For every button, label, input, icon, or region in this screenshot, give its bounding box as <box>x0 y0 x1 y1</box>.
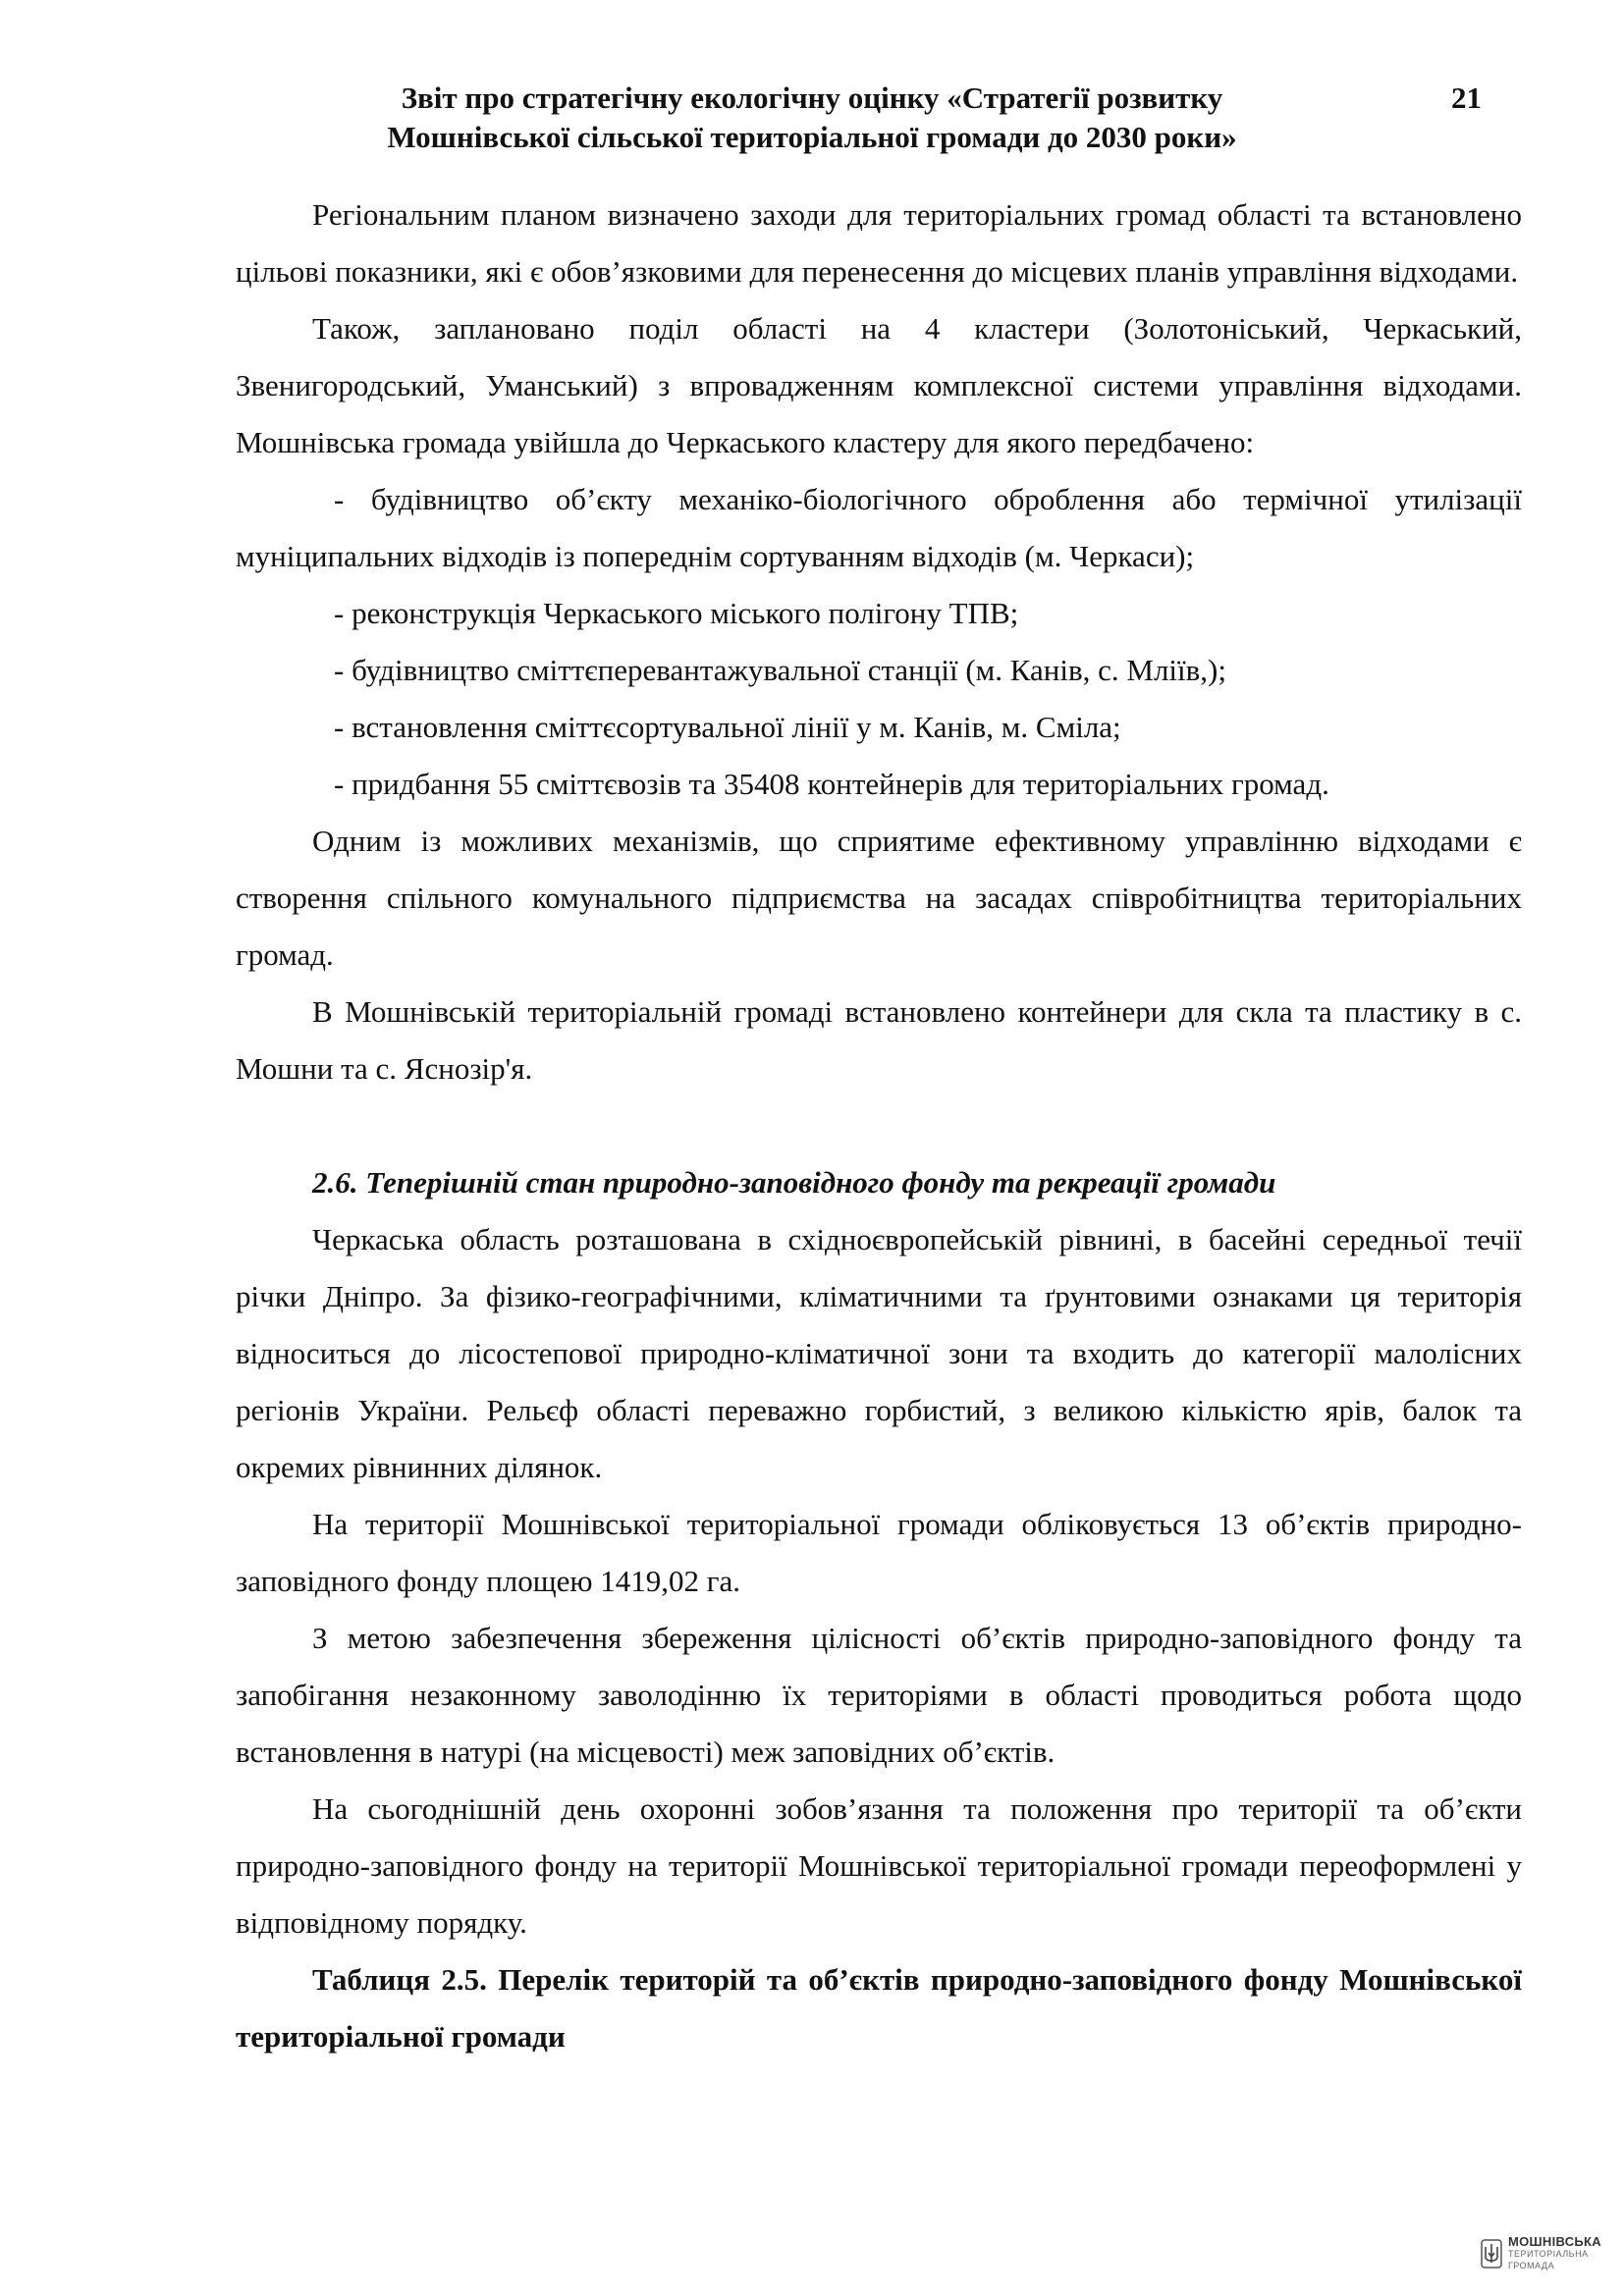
community-logo <box>1481 2236 1601 2271</box>
header-line-1: Звіт про стратегічну екологічну оцінку «Стратегії розвитку <box>401 80 1223 115</box>
header-line-2: Мошнівської сільської територіальної громади до 2030 роки» <box>387 120 1237 154</box>
trident-icon <box>1481 2239 1502 2269</box>
document-header <box>0 79 1624 157</box>
document-body <box>236 187 1522 2065</box>
section-title: 2.6. Теперішній стан природно-заповідного фонду та рекреації громади <box>312 1165 1276 1200</box>
table-caption: Таблиця 2.5. Перелік територій та об’єктів природно-заповідного фонду Мошнівської територіальної громади <box>236 1962 1522 2054</box>
paragraph: В Мошнівській територіальній громаді встановлено контейнери для скла та пластику в с. Мошни та с. Яснозір'я. <box>236 994 1522 1086</box>
list-item: - встановлення сміттєсортувальної лінії у м. Канів, м. Сміла; <box>334 710 1121 744</box>
list-item: - реконструкція Черкаського міського полігону ТПВ; <box>334 596 1019 630</box>
paragraph: Також, заплановано поділ області на 4 кластери (Золотоніський, Черкаський, Звенигородський, Уманський) з впровадженням комплексної системи управління відходами. Мошнівська громада увійшла до Черкаського кластеру для якого передбачено: <box>236 311 1522 459</box>
logo-line-1: МОШНІВСЬКА <box>1508 2234 1601 2249</box>
logo-line-2: ТЕРИТОРІАЛЬНА <box>1508 2249 1589 2259</box>
page-number: 21 <box>1451 80 1482 115</box>
logo-text <box>1508 2236 1601 2271</box>
paragraph: Регіональним планом визначено заходи для територіальних громад області та встановлено цільові показники, які є обов’язковими для перенесення до місцевих планів управління відходами. <box>236 197 1522 289</box>
paragraph: На території Мошнівської територіальної громади обліковується 13 об’єктів природно-заповідного фонду площею 1419,02 га. <box>236 1507 1522 1598</box>
paragraph: З метою забезпечення збереження цілісності об’єктів природно-заповідного фонду та запобігання незаконному заволодінню їх територіями в області проводиться робота щодо встановлення в натурі (на місцевості) меж заповідних об’єктів. <box>236 1621 1522 1769</box>
list-item: - будівництво об’єкту механіко-біологічного оброблення або термічної утилізації муніципальних відходів із попереднім сортуванням відходів (м. Черкаси); <box>236 482 1522 573</box>
paragraph: На сьогоднішній день охоронні зобов’язання та положення про території та об’єкти природно-заповідного фонду на території Мошнівської територіальної громади переоформлені у відповідному порядку. <box>236 1791 1522 1940</box>
paragraph: Черкаська область розташована в східноєвропейській рівнині, в басейні середньої течії річки Дніпро. За фізико-географічними, кліматичними та ґрунтовими ознаками ця територія відноситься до лісостепової природно-кліматичної зони та входить до категорії малолісних регіонів України. Рельєф області переважно горбистий, з великою кількістю ярів, балок та окремих рівнинних ділянок. <box>236 1222 1522 1484</box>
list-item: - будівництво сміттєперевантажувальної станції (м. Канів, с. Мліїв,); <box>334 653 1226 687</box>
logo-line-3: ГРОМАДА <box>1508 2261 1555 2270</box>
list-item: - придбання 55 сміттєвозів та 35408 контейнерів для територіальних громад. <box>334 767 1329 801</box>
paragraph: Одним із можливих механізмів, що сприятиме ефективному управлінню відходами є створення спільного комунального підприємства на засадах співробітництва територіальних громад. <box>236 824 1522 972</box>
